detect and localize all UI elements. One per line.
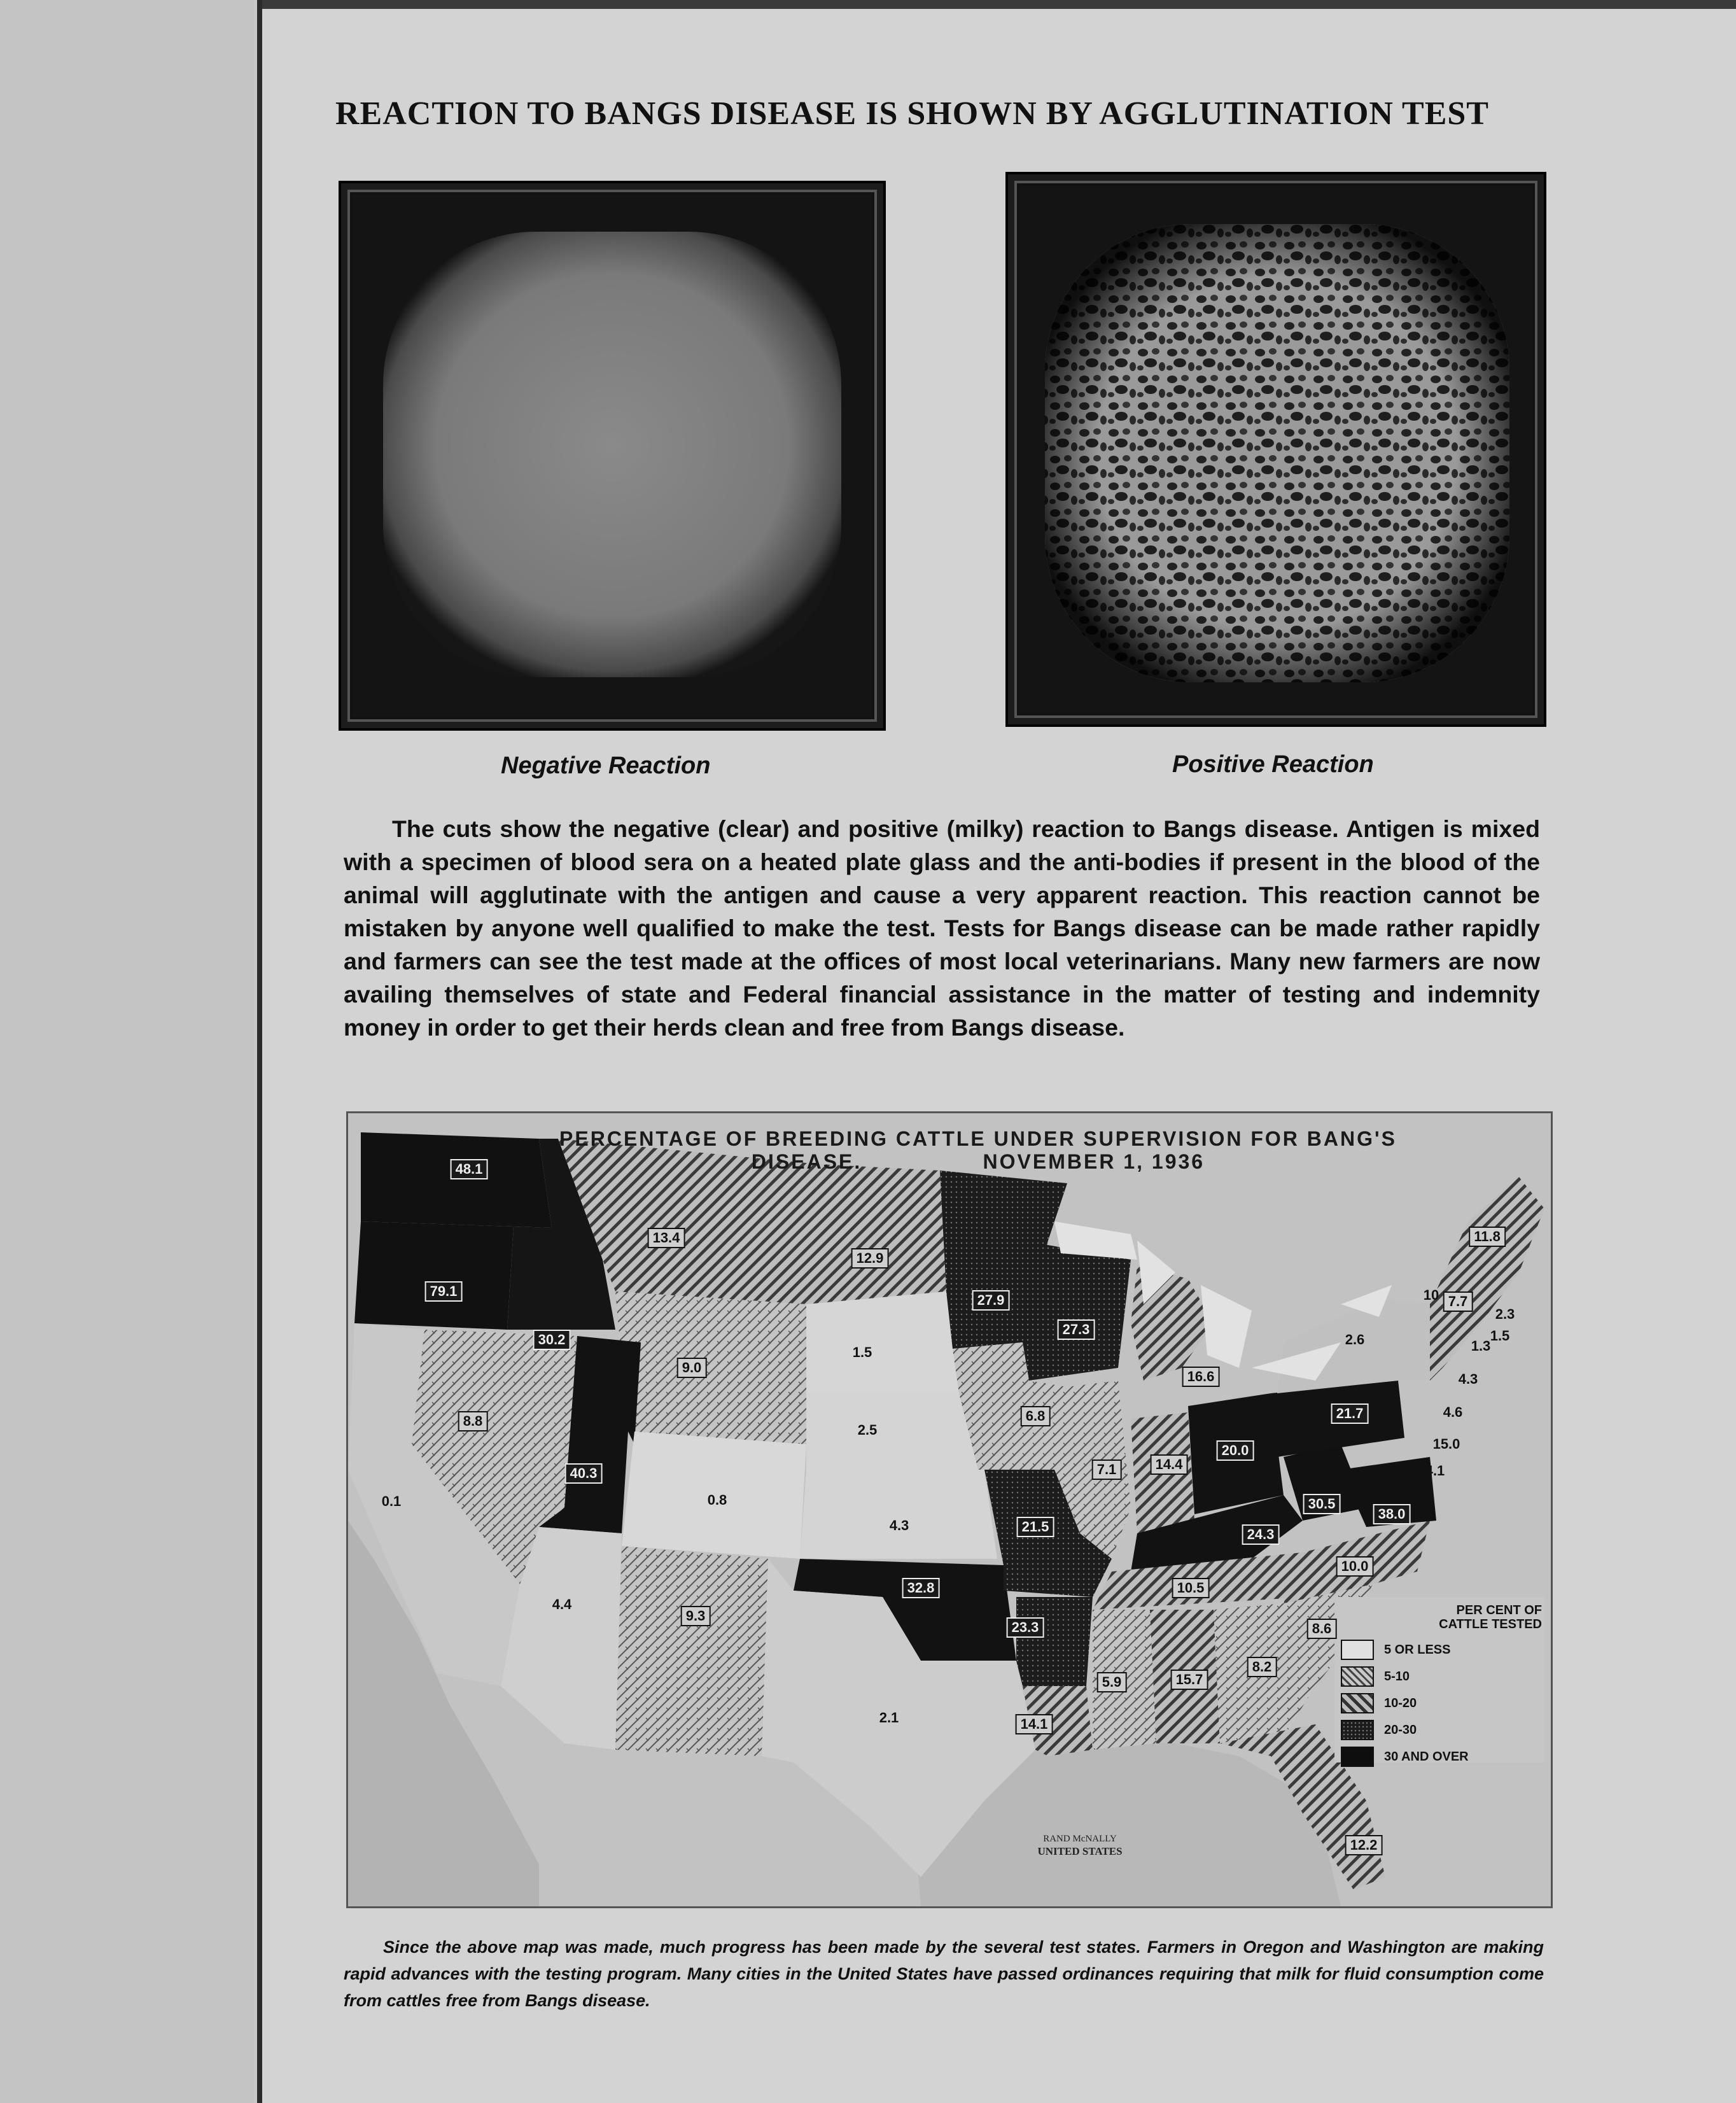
state-label-mi: 16.6 <box>1182 1367 1220 1387</box>
map-title <box>533 1127 1424 1173</box>
state-label-sc: 8.6 <box>1307 1619 1337 1639</box>
state-label-pa: 21.7 <box>1331 1403 1369 1424</box>
state-label-nd: 12.9 <box>851 1248 889 1269</box>
left-margin <box>0 0 255 2103</box>
legend-label: 5-10 <box>1384 1669 1410 1684</box>
legend-swatch-light <box>1341 1640 1374 1660</box>
state-label-mn: 27.9 <box>972 1290 1010 1311</box>
legend-swatch-diagonal <box>1341 1693 1374 1713</box>
state-label-wa: 48.1 <box>451 1159 488 1179</box>
legend-swatch-dotted <box>1341 1720 1374 1740</box>
footer-paragraph: Since the above map was made, much progress has been made by the several test states. Farmers in Oregon and Washington are making rapid advances with the testing program. Many cities in the United States have passed ordinances requiring that milk for fluid consumption come from cattles free from Bangs disease. <box>344 1938 1544 2010</box>
state-label-va: 38.0 <box>1373 1504 1411 1524</box>
state-label-in: 14.4 <box>1151 1454 1188 1475</box>
map-title-line2: DISEASE. NOVEMBER 1, 1936 <box>751 1150 1205 1173</box>
state-label-md: 15.0 <box>1432 1436 1460 1452</box>
state-label-dc: 4.1 <box>1425 1463 1445 1479</box>
us-map-drawing <box>348 1113 1551 1906</box>
state-label-vt: 10 <box>1423 1287 1439 1303</box>
state-label-az: 4.4 <box>552 1596 572 1612</box>
state-label-nj: 4.3 <box>1458 1371 1478 1387</box>
state-label-ut: 40.3 <box>565 1463 603 1484</box>
state-label-ks: 4.3 <box>889 1517 909 1533</box>
legend-row <box>1341 1636 1544 1663</box>
legend-row <box>1341 1663 1544 1690</box>
state-label-wv: 30.5 <box>1303 1494 1341 1514</box>
body-paragraph: The cuts show the negative (clear) and positive (milky) reaction to Bangs disease. Antigen is mixed with a specimen of blood sera on a heated plate glass and the anti-bodies if present in the blood of the animal will agglutinate with the antigen and cause a very apparent reaction. This reaction cannot be mistaken by anyone well qualified to make the test. Tests for Bangs disease can be made rather rapidly and farmers can see the test made at the offices of most local veterinarians. Many new farmers are now availing themselves of state and Federal financial assistance in the matter of testing and indemnity money in order to get their herds clean and free from Bangs disease. <box>344 815 1540 1041</box>
legend-row <box>1341 1717 1544 1743</box>
negative-reaction-photo <box>339 181 886 731</box>
state-label-nv: 8.8 <box>458 1411 488 1431</box>
map-legend <box>1341 1603 1544 1770</box>
page <box>262 9 1736 2103</box>
legend-title-line1: PER CENT OF <box>1456 1603 1542 1617</box>
top-edge <box>262 0 1736 9</box>
state-label-ia: 6.8 <box>1021 1406 1051 1426</box>
state-label-fl: 12.2 <box>1345 1835 1383 1855</box>
state-label-ct: 1.3 <box>1471 1338 1491 1354</box>
state-label-nm: 9.3 <box>681 1606 711 1626</box>
state-label-ga: 8.2 <box>1247 1657 1277 1677</box>
state-label-ky: 24.3 <box>1242 1524 1280 1545</box>
legend-row <box>1341 1743 1544 1770</box>
legend-label: 30 AND OVER <box>1384 1749 1469 1764</box>
legend-row <box>1341 1690 1544 1717</box>
legend-swatch-crosshatch <box>1341 1666 1374 1687</box>
state-label-nc: 10.0 <box>1336 1556 1374 1577</box>
negative-reaction-caption: Negative Reaction <box>501 752 711 779</box>
state-label-ny: 2.6 <box>1345 1332 1365 1347</box>
state-label-ne: 2.5 <box>857 1422 878 1438</box>
positive-reaction-caption: Positive Reaction <box>1172 751 1374 778</box>
state-label-id: 30.2 <box>533 1330 571 1350</box>
state-label-wy: 9.0 <box>677 1358 707 1378</box>
legend-title <box>1341 1603 1544 1631</box>
state-label-al: 15.7 <box>1171 1670 1208 1690</box>
state-label-mo: 21.5 <box>1017 1517 1054 1537</box>
map-title-line1: PERCENTAGE OF BREEDING CATTLE UNDER SUPERVISION FOR BANG'S <box>559 1127 1397 1150</box>
map-publisher-inset <box>1023 1832 1137 1858</box>
legend-label: 5 OR LESS <box>1384 1642 1451 1657</box>
binding-line <box>257 0 262 2103</box>
legend-title-line2: CATTLE TESTED <box>1439 1617 1542 1631</box>
state-label-ar: 23.3 <box>1007 1617 1044 1638</box>
state-label-sd: 1.5 <box>852 1344 872 1360</box>
state-label-nh: 7.7 <box>1443 1291 1473 1312</box>
state-label-ok: 32.8 <box>902 1578 940 1598</box>
map-publisher-title: UNITED STATES <box>1037 1845 1123 1857</box>
map-publisher-name: RAND McNALLY <box>1043 1834 1117 1844</box>
state-label-oh: 20.0 <box>1217 1440 1254 1461</box>
state-label-me: 11.8 <box>1469 1227 1506 1247</box>
state-label-la: 14.1 <box>1016 1714 1053 1734</box>
us-map <box>346 1111 1553 1908</box>
state-label-ma: 2.3 <box>1495 1306 1515 1322</box>
state-label-tn: 10.5 <box>1172 1578 1210 1598</box>
positive-reaction-image <box>1019 186 1532 713</box>
state-label-ms: 5.9 <box>1097 1672 1127 1692</box>
state-label-il: 7.1 <box>1092 1459 1122 1480</box>
state-label-tx: 2.1 <box>879 1710 899 1726</box>
negative-reaction-image <box>353 195 872 717</box>
legend-swatch-black <box>1341 1747 1374 1767</box>
legend-label: 10-20 <box>1384 1696 1417 1710</box>
page-title: REACTION TO BANGS DISEASE IS SHOWN BY AGGLUTINATION TEST <box>335 95 1489 132</box>
state-label-mt: 13.4 <box>648 1228 685 1248</box>
positive-reaction-photo <box>1005 172 1546 727</box>
state-label-wi: 27.3 <box>1058 1319 1095 1340</box>
state-label-co: 0.8 <box>707 1492 727 1508</box>
state-label-ca: 0.1 <box>381 1493 402 1509</box>
state-label-ri: 1.5 <box>1490 1328 1510 1344</box>
legend-label: 20-30 <box>1384 1722 1417 1737</box>
state-label-or: 79.1 <box>425 1281 463 1302</box>
state-label-de: 4.6 <box>1443 1404 1463 1420</box>
